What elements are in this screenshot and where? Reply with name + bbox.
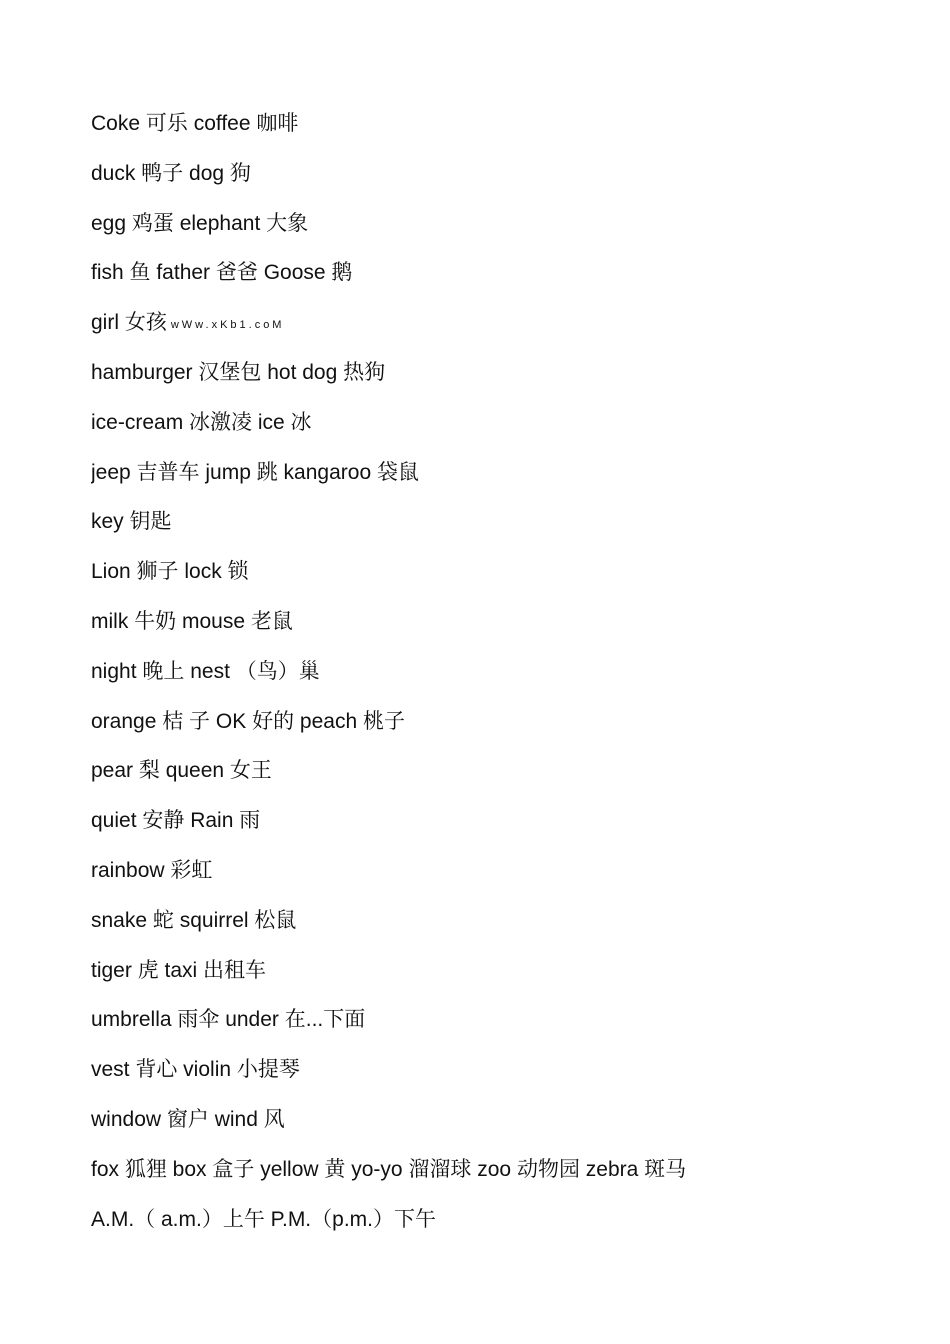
line-text: tiger 虎 taxi 出租车 xyxy=(91,958,267,982)
list-item xyxy=(91,854,911,904)
list-item xyxy=(91,1103,911,1153)
line-text: window 窗户 wind 风 xyxy=(91,1107,285,1131)
line-text: duck 鸭子 dog 狗 xyxy=(91,161,251,185)
list-item xyxy=(91,754,911,804)
list-item xyxy=(91,157,911,207)
watermark-text: wWw.xKb1.coM xyxy=(170,319,285,332)
line-text: vest 背心 violin 小提琴 xyxy=(91,1058,300,1082)
line-text: night 晚上 nest （鸟）巢 xyxy=(91,659,320,683)
list-item xyxy=(91,904,911,954)
list-item xyxy=(91,1003,911,1053)
line-text: fox 狐狸 box 盒子 yellow 黄 yo-yo 溜溜球 zoo 动物园 zebra 斑马 xyxy=(91,1157,687,1181)
line-text: jeep 吉普车 jump 跳 kangaroo 袋鼠 xyxy=(91,460,419,484)
list-item xyxy=(91,306,911,356)
line-text: snake 蛇 squirrel 松鼠 xyxy=(91,908,297,932)
line-text: egg 鸡蛋 elephant 大象 xyxy=(91,211,309,235)
list-item xyxy=(91,954,911,1004)
line-text: girl 女孩 xyxy=(91,311,167,335)
list-item xyxy=(91,1053,911,1103)
line-text: A.M.（ a.m.）上午 P.M.（p.m.）下午 xyxy=(91,1207,436,1231)
list-item xyxy=(91,505,911,555)
list-item xyxy=(91,456,911,506)
line-text: umbrella 雨伞 under 在...下面 xyxy=(91,1008,366,1032)
line-text: quiet 安静 Rain 雨 xyxy=(91,809,261,833)
word-list xyxy=(91,107,911,1252)
list-item xyxy=(91,256,911,306)
line-text: orange 桔 子 OK 好的 peach 桃子 xyxy=(91,709,405,733)
line-text: fish 鱼 father 爸爸 Goose 鹅 xyxy=(91,261,353,285)
list-item xyxy=(91,705,911,755)
list-item xyxy=(91,555,911,605)
line-text: rainbow 彩虹 xyxy=(91,858,213,882)
list-item xyxy=(91,605,911,655)
list-item xyxy=(91,356,911,406)
line-text: Coke 可乐 coffee 咖啡 xyxy=(91,112,299,135)
list-item xyxy=(91,406,911,456)
list-item xyxy=(91,804,911,854)
line-text: key 钥匙 xyxy=(91,510,172,534)
list-item xyxy=(91,1153,911,1203)
line-text: milk 牛奶 mouse 老鼠 xyxy=(91,609,293,633)
line-text: pear 梨 queen 女王 xyxy=(91,759,272,783)
list-item xyxy=(91,107,911,157)
line-text: hamburger 汉堡包 hot dog 热狗 xyxy=(91,360,386,384)
list-item xyxy=(91,207,911,257)
line-text: Lion 狮子 lock 锁 xyxy=(91,560,249,584)
list-item xyxy=(91,655,911,705)
line-text: ice-cream 冰激凌 ice 冰 xyxy=(91,410,312,434)
list-item xyxy=(91,1203,911,1253)
